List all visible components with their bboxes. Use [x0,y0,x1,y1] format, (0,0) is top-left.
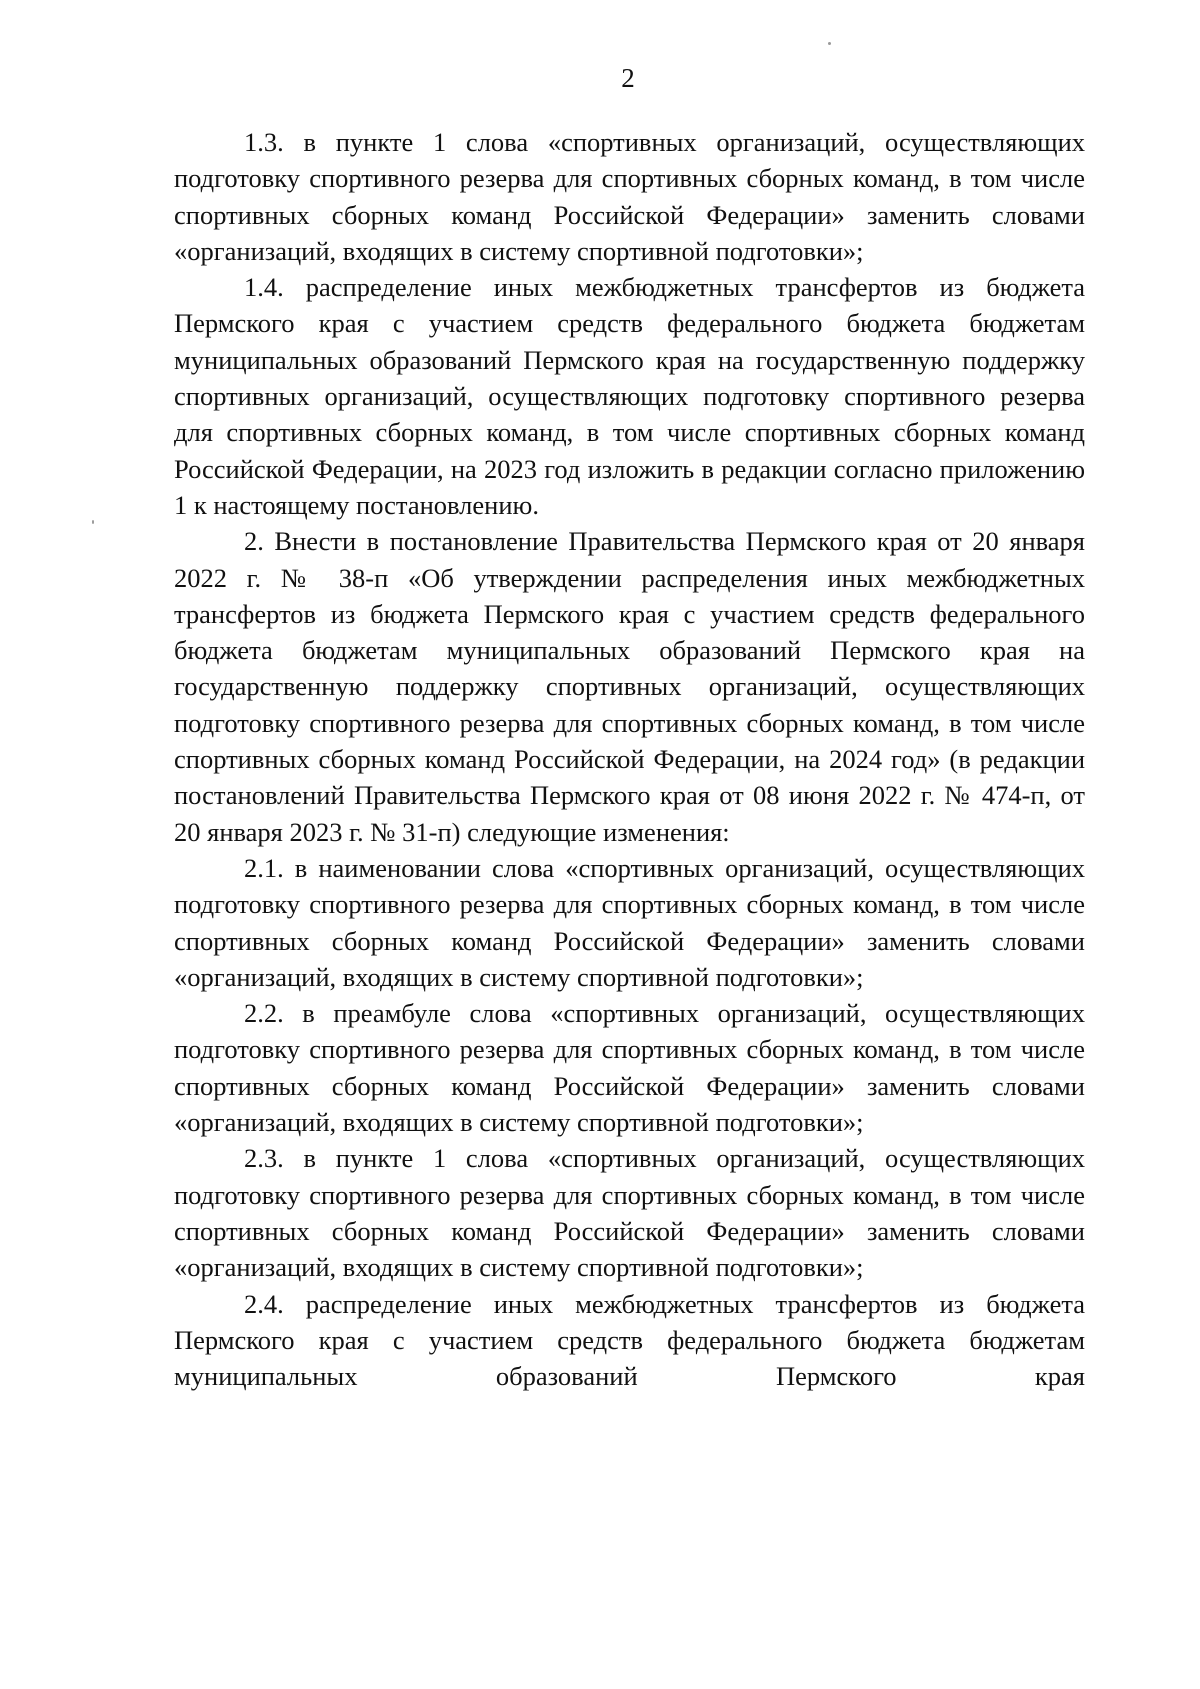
scan-speck [92,520,94,524]
page-number: 2 [621,63,635,93]
paragraph-2: 2. Внести в постановление Правительства Пермского края от 20 января 2022 г. № 38-п «Об утверждении распределения иных межбюджетных трансфертов из бюджета Пермского края с участием средств федерального бюджета бюджетам муниципальных образований Пермского края на государственную поддержку спортивных организаций, осуществляющих подготовку спортивного резерва для спортивных сборных команд, в том числе спортивных сборных команд Российской Федерации, на 2024 год» (в редакции постановлений Правительства Пермского края от 08 июня 2022 г. № 474-п, от 20 января 2023 г. № 31-п) следующие изменения: [174,526,1085,847]
paragraph-1-3: 1.3. в пункте 1 слова «спортивных организаций, осуществляющих подготовку спортивного резерва для спортивных сборных команд, в том числе спортивных сборных команд Российской Федерации» заменить словами «организаций, входящих в систему спортивной подготовки»; [174,127,1085,266]
paragraph-1-4: 1.4. распределение иных межбюджетных трансфертов из бюджета Пермского края с участием средств федерального бюджета бюджетам муниципальных образований Пермского края на государственную поддержку спортивных организаций, осуществляющих подготовку спортивного резерва для спортивных сборных команд, в том числе спортивных сборных команд Российской Федерации, на 2023 год изложить в редакции согласно приложению 1 к настоящему постановлению. [174,272,1085,520]
paragraph-2-3: 2.3. в пункте 1 слова «спортивных организаций, осуществляющих подготовку спортивного резерва для спортивных сборных команд, в том числе спортивных сборных команд Российской Федерации» заменить словами «организаций, входящих в систему спортивной подготовки»; [174,1143,1085,1283]
scan-speck [828,42,831,45]
paragraph-2-4: 2.4. распределение иных межбюджетных трансфертов из бюджета Пермского края с участием средств федерального бюджета бюджетам муниципальных образований Пермского края [174,1288,1085,1392]
document-body [174,124,1085,1394]
paragraph-2-2: 2.2. в преамбуле слова «спортивных организаций, осуществляющих подготовку спортивного резерва для спортивных сборных команд, в том числе спортивных сборных команд Российской Федерации» заменить словами «организаций, входящих в систему спортивной подготовки»; [174,998,1085,1138]
paragraph-2-1: 2.1. в наименовании слова «спортивных организаций, осуществляющих подготовку спортивного резерва для спортивных сборных команд, в том числе спортивных сборных команд Российской Федерации» заменить словами «организаций, входящих в систему спортивной подготовки»; [174,852,1085,992]
